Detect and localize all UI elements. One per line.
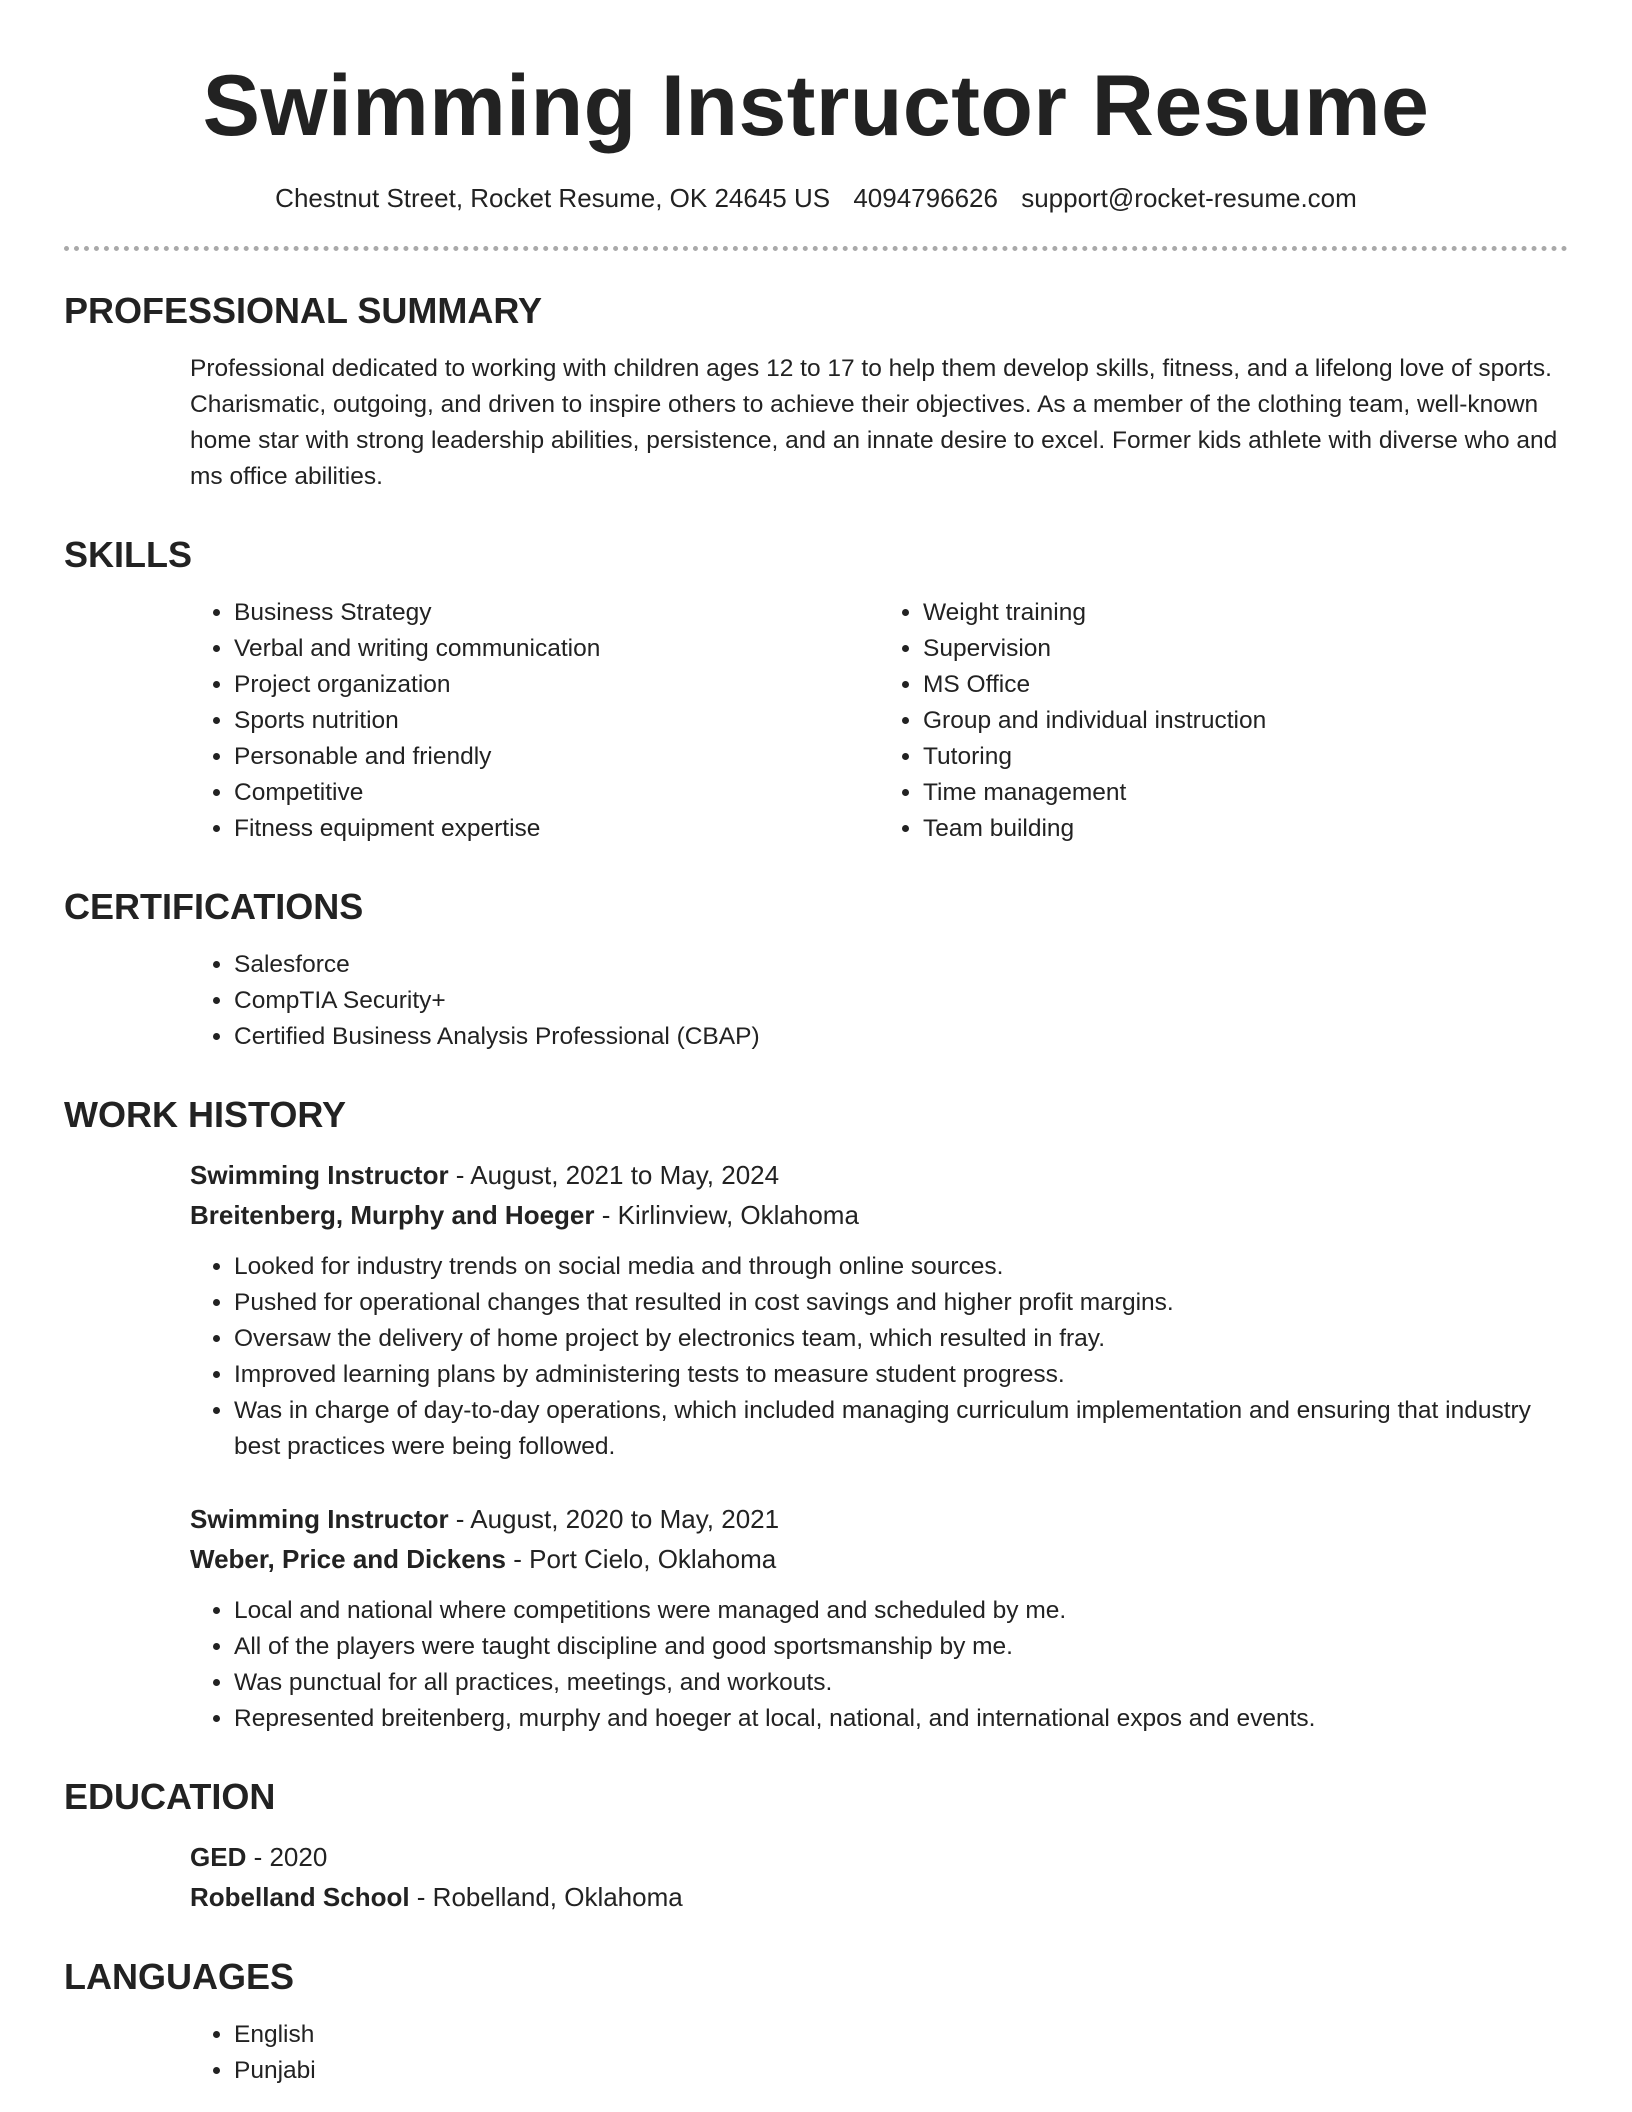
job-location: - Port Cielo, Oklahoma — [506, 1544, 777, 1574]
education-school-line — [190, 1877, 1568, 1917]
education-heading: EDUCATION — [64, 1776, 276, 1817]
skill-item: • Team building — [923, 811, 1568, 847]
job-bullet: • Was in charge of day-to-day operations, which included managing curriculum implementation and ensuring that industry best practices were being followed. — [234, 1393, 1568, 1465]
job-entry — [190, 1499, 1568, 1737]
skill-item: • Sports nutrition — [234, 703, 879, 739]
languages-section — [64, 1955, 1568, 2089]
job-bullet: • Represented breitenberg, murphy and hoeger at local, national, and international expos and events. — [234, 1701, 1568, 1737]
skills-list-right — [879, 595, 1568, 847]
contact-line — [64, 182, 1568, 214]
job-title-line — [190, 1155, 1568, 1195]
job-dates: - August, 2020 to May, 2021 — [448, 1504, 780, 1534]
skill-item: • Verbal and writing communication — [234, 631, 879, 667]
education-degree: GED — [190, 1842, 247, 1872]
skill-item: • Time management — [923, 775, 1568, 811]
skill-item: • Project organization — [234, 667, 879, 703]
skill-item: • Business Strategy — [234, 595, 879, 631]
job-bullet: • All of the players were taught discipline and good sportsmanship by me. — [234, 1629, 1568, 1665]
languages-heading: LANGUAGES — [64, 1956, 295, 1997]
job-role: Swimming Instructor — [190, 1504, 449, 1534]
certifications-section — [64, 885, 1568, 1055]
summary-section — [64, 289, 1568, 495]
certification-item: • Certified Business Analysis Professional (CBAP) — [234, 1019, 1568, 1055]
education-year: - 2020 — [246, 1842, 328, 1872]
work-history-section — [64, 1093, 1568, 1737]
certification-item: • Salesforce — [234, 947, 1568, 983]
job-bullets — [190, 1593, 1568, 1737]
certifications-heading: CERTIFICATIONS — [64, 886, 364, 927]
job-bullet: • Local and national where competitions were managed and scheduled by me. — [234, 1593, 1568, 1629]
job-location: - Kirlinview, Oklahoma — [594, 1200, 859, 1230]
language-item: • Punjabi — [234, 2053, 1568, 2089]
skills-heading: SKILLS — [64, 534, 193, 575]
job-bullet: • Oversaw the delivery of home project by electronics team, which resulted in fray. — [234, 1321, 1568, 1357]
summary-body — [190, 351, 1568, 495]
education-section — [64, 1775, 1568, 1917]
job-company: Breitenberg, Murphy and Hoeger — [190, 1200, 595, 1230]
skill-item: • Group and individual instruction — [923, 703, 1568, 739]
skill-item: • Personable and friendly — [234, 739, 879, 775]
skill-item: • Competitive — [234, 775, 879, 811]
education-school: Robelland School — [190, 1882, 410, 1912]
job-role: Swimming Instructor — [190, 1160, 449, 1190]
job-title-line — [190, 1499, 1568, 1539]
skill-item: • Fitness equipment expertise — [234, 811, 879, 847]
certification-item: • CompTIA Security+ — [234, 983, 1568, 1019]
job-bullets — [190, 1249, 1568, 1465]
contact-phone: 4094796626 — [853, 183, 998, 213]
job-bullet: • Looked for industry trends on social media and through online sources. — [234, 1249, 1568, 1285]
job-company-line — [190, 1195, 1568, 1235]
summary-text: Professional dedicated to working with children ages 12 to 17 to help them develop skills, fitness, and a lifelong love of sports. Charismatic, outgoing, and driven to inspire others to achieve their objectives. As a member of the clothing team, well-known home star with strong leadership abilities, persistence, and an innate desire to excel. Former kids athlete with diverse who and ms office abilities. — [190, 355, 1558, 490]
header-divider — [64, 246, 1568, 251]
job-bullet: • Improved learning plans by administering tests to measure student progress. — [234, 1357, 1568, 1393]
contact-address: Chestnut Street, Rocket Resume, OK 24645 US — [275, 183, 831, 213]
work-history-heading: WORK HISTORY — [64, 1094, 347, 1135]
job-company: Weber, Price and Dickens — [190, 1544, 506, 1574]
job-bullet: • Was punctual for all practices, meetings, and workouts. — [234, 1665, 1568, 1701]
skill-item: • Tutoring — [923, 739, 1568, 775]
skills-section — [64, 533, 1568, 847]
certifications-body — [190, 947, 1568, 1055]
skills-body — [190, 595, 1568, 847]
language-item: • English — [234, 2017, 1568, 2053]
resume-title: Swimming Instructor Resume — [202, 58, 1430, 154]
skills-list-left — [190, 595, 879, 847]
education-degree-line — [190, 1837, 1568, 1877]
skill-item: • MS Office — [923, 667, 1568, 703]
certifications-list — [190, 947, 1568, 1055]
contact-email: support@rocket-resume.com — [1021, 183, 1357, 213]
job-company-line — [190, 1539, 1568, 1579]
job-bullet: • Pushed for operational changes that resulted in cost savings and higher profit margins. — [234, 1285, 1568, 1321]
job-entry — [190, 1155, 1568, 1465]
skill-item: • Supervision — [923, 631, 1568, 667]
languages-body — [190, 2017, 1568, 2089]
education-body — [190, 1837, 1568, 1917]
languages-list — [190, 2017, 1568, 2089]
education-location: - Robelland, Oklahoma — [409, 1882, 683, 1912]
work-history-body — [190, 1155, 1568, 1737]
job-dates: - August, 2021 to May, 2024 — [448, 1160, 780, 1190]
summary-heading: PROFESSIONAL SUMMARY — [64, 290, 543, 331]
skill-item: • Weight training — [923, 595, 1568, 631]
